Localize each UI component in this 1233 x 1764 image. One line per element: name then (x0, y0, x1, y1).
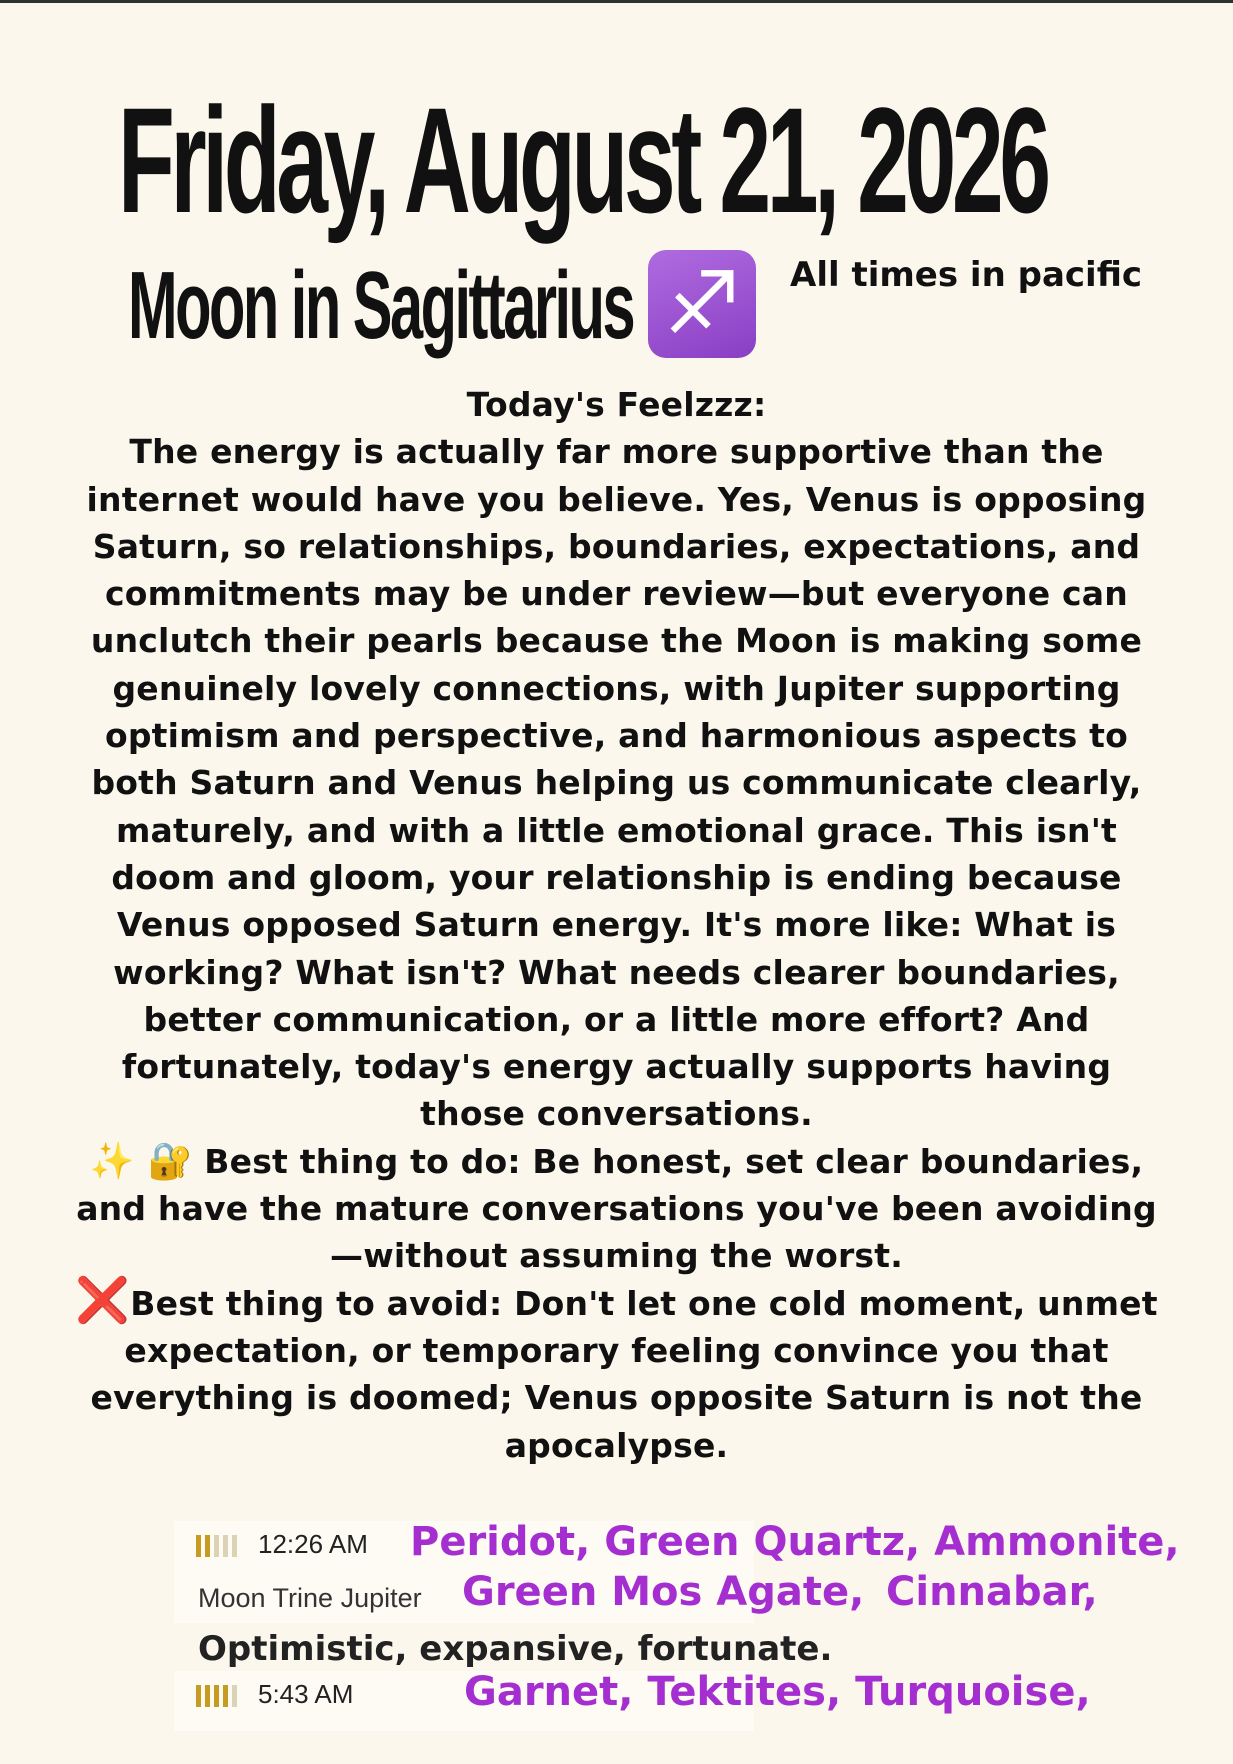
sagittarius-icon: ♐ (648, 250, 756, 358)
daily-feelz-section (70, 381, 1163, 1469)
crystal-list-line1: Garnet, Tektites, Turquoise, (464, 1669, 1091, 1715)
crystal-list-line1: Peridot, Green Quartz, Ammonite, (410, 1519, 1180, 1565)
aspect-time: 5:43 AM (258, 1679, 354, 1709)
timezone-note: All times in pacific (790, 255, 1143, 295)
moon-sign-heading: Moon in Sagittarius (128, 252, 634, 359)
sparkles-lock-icon: ✨ 🔐 (89, 1140, 193, 1182)
best-avoid-text: Best thing to avoid: Don't let one cold moment, unmet expectation, or temporary feeling convince you that everything is doomed; Venus opposite Saturn is not the apocalypse. (90, 1283, 1158, 1465)
aspect-meaning: Optimistic, expansive, fortunate. (198, 1629, 833, 1669)
aspect-row (174, 1671, 1233, 1723)
signal-strength-icon (196, 1535, 246, 1557)
feelz-body: The energy is actually far more supportive than the internet would have you believe. Yes, Venus is opposing Saturn, so relationships, boundaries, expectations, and commitments may be under review—but everyone can unclutch their pearls because the Moon is making some genuinely lovely connections, with Jupiter supporting optimism and perspective, and harmonious aspects to both Saturn and Venus helping us communicate clearly, maturely, and with a little emotional grace. This isn't doom and gloom, your relationship is ending because Venus opposed Saturn energy. It's more like: What is working? What isn't? What needs clearer boundaries, better communication, or a little more effort? And fortunately, today's energy actually supports having those conversations. (86, 432, 1147, 1134)
date-heading: Friday, August 21, 2026 (118, 76, 1047, 244)
crystal-list-line2a: Green Mos Agate, (462, 1569, 865, 1615)
cross-mark-icon: ❌ (75, 1274, 131, 1326)
best-do-paragraph (70, 1138, 1163, 1280)
aspect-name: Moon Trine Jupiter (198, 1583, 422, 1613)
aspect-time: 12:26 AM (258, 1529, 368, 1559)
feelz-heading: Today's Feelzzz: (466, 385, 767, 424)
crystal-list-line2b: Cinnabar, (886, 1569, 1098, 1615)
signal-strength-icon (196, 1685, 246, 1707)
best-do-text: Best thing to do: Be honest, set clear boundaries, and have the mature conversations you've been avoiding—without assuming the worst. (76, 1141, 1157, 1276)
best-avoid-paragraph (70, 1274, 1163, 1469)
aspect-row (174, 1519, 1233, 1669)
